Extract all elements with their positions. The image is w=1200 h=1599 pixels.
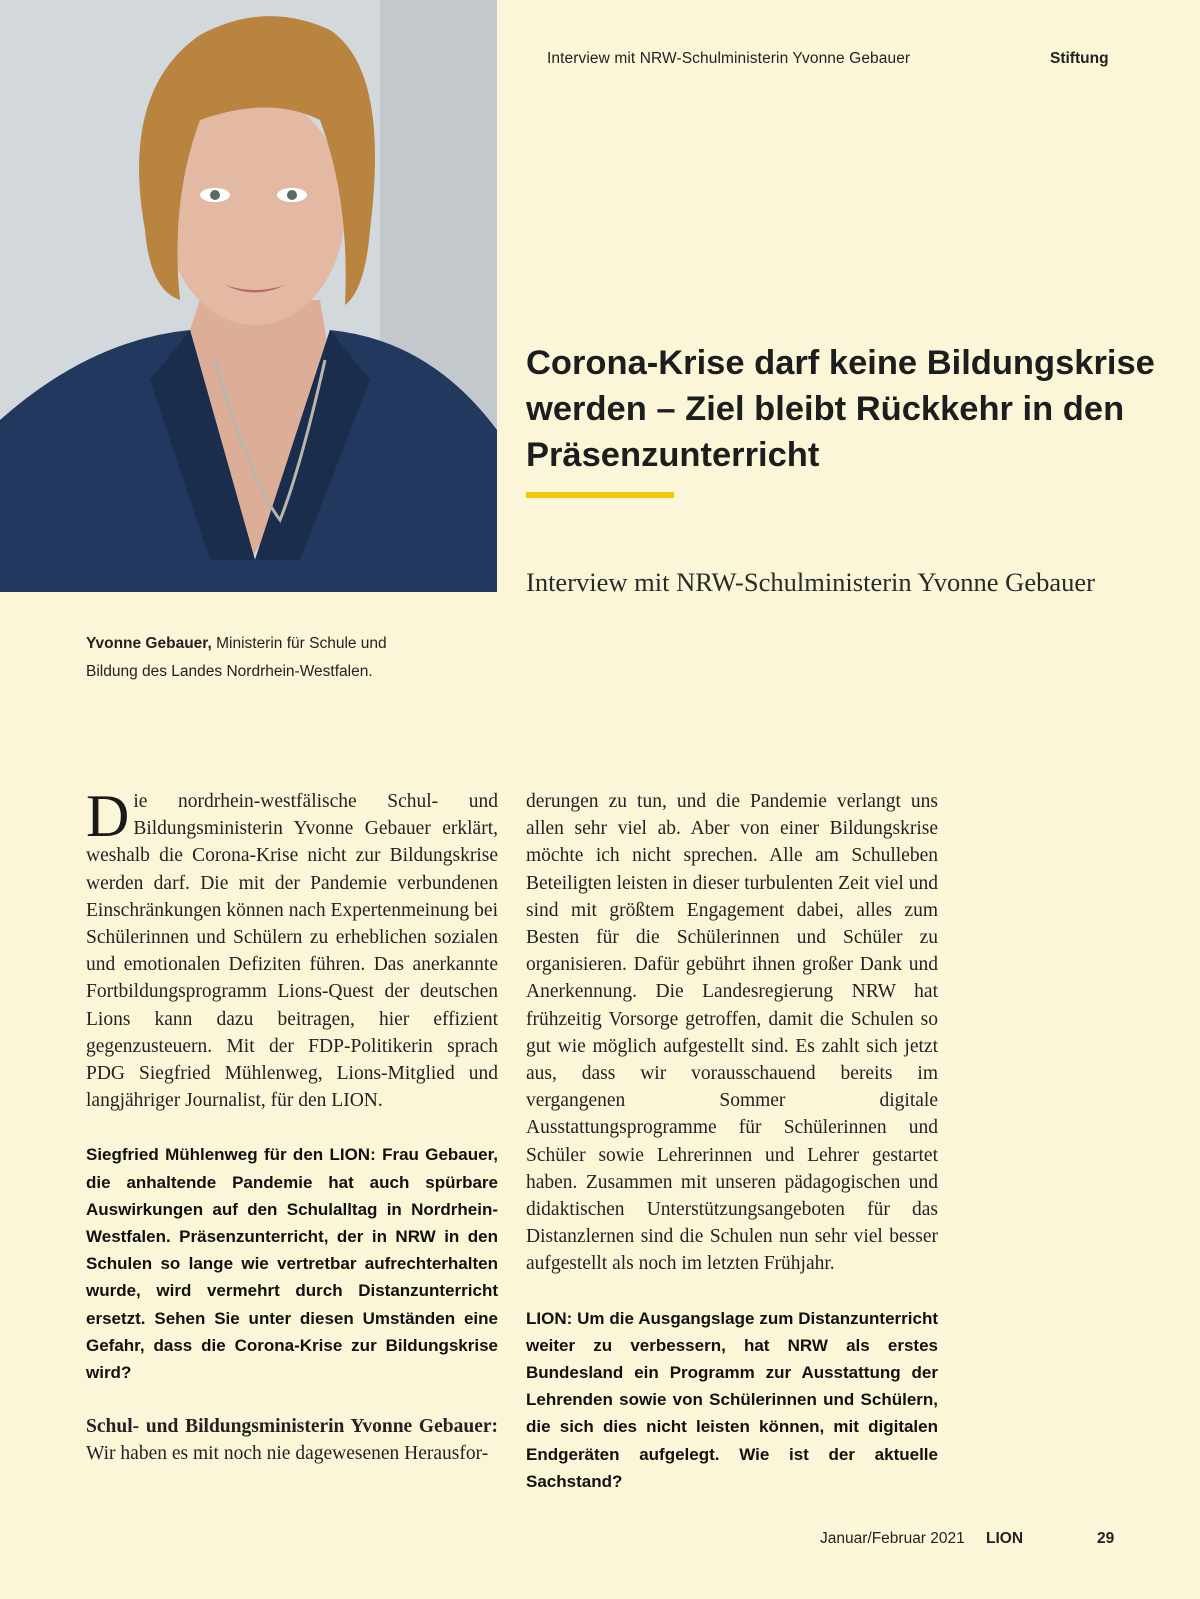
intro-paragraph xyxy=(86,783,498,1114)
portrait-photo xyxy=(0,0,497,592)
portrait-illustration xyxy=(0,0,497,592)
section-label: Stiftung xyxy=(1050,50,1109,67)
answer-1-start xyxy=(86,1413,498,1467)
interview-question-1: Siegfried Mühlenweg für den LION: Frau Gebauer, die anhaltende Pandemie hat auch spürbare Auswirkungen auf den Schulalltag in Nordrhein-Westfalen. Präsenzunterricht, der in NRW in den Schulen so lange wie vertretbar aufrechterhalten wurde, wird vermehrt durch Distanzunterricht ersetzt. Sehen Sie unter diesen Umständen eine Gefahr, dass die Corona-Krise zur Bildungskrise wird? xyxy=(86,1145,498,1383)
text-column-right xyxy=(526,788,938,1495)
text-column-left xyxy=(86,783,498,1468)
answer-1-text: Wir haben es mit noch nie dagewesenen Herausfor- xyxy=(86,1443,489,1465)
intro-text: ie nordrhein-westfälische Schul- und Bildungsministerin Yvonne Gebauer erklärt, weshalb die Corona-Krise nicht zur Bildungskrise werden darf. Die mit der Pandemie verbundenen Einschränkungen können nach Expertenmeinung bei Schülerinnen und Schülern zu erheblichen sozialen und emotionalen Defiziten führen. Das anerkannte Fortbildungsprogramm Lions-Quest der deutschen Lions kann dazu beitragen, hier effizient gegenzusteuern. Mit der FDP-Politikerin sprach PDG Siegfried Mühlenweg, Lions-Mitglied und langjähriger Journalist, für den LION. xyxy=(86,791,498,1112)
dropcap: D xyxy=(86,783,130,849)
article-headline: Corona-Krise darf keine Bildungskrise werden – Ziel bleibt Rückkehr in den Präsenzunterricht xyxy=(526,344,1155,474)
answer-1-continued: derungen zu tun, und die Pandemie verlangt uns allen sehr viel ab. Aber von einer Bildungskrise möchte ich nicht sprechen. Alle am Schulleben Beteiligten leisten in dieser turbulenten Zeit viel und sind mit größtem Engagement dabei, alles zum Besten für die Schülerinnen und Schüler zu organisieren. Dafür gebührt ihnen großer Dank und Anerkennung. Die Landesregierung NRW hat frühzeitig Vorsorge getroffen, damit die Schulen so gut wie möglich aufgestellt sind. Es zahlt sich jetzt aus, dass wir vorausschauend bereits im vergangenen Sommer digitale Ausstattungsprogramme für Schülerinnen und Schüler sowie Lehrerinnen und Lehrer gestartet haben. Zusammen mit unseren pädagogischen und didaktischen Unterstützungsangeboten für das Distanzlernen sind die Schulen nun sehr viel besser aufgestellt als noch im letzten Frühjahr. xyxy=(526,791,938,1275)
article-subtitle: Interview mit NRW-Schulministerin Yvonne Gebauer xyxy=(526,567,1095,597)
photo-caption xyxy=(86,630,436,686)
answer-speaker: Schul- und Bildungsministerin Yvonne Gebauer: xyxy=(86,1416,498,1438)
caption-text: Ministerin für Schule und Bildung des Landes Nordrhein-Westfalen. xyxy=(86,635,387,680)
caption-name: Yvonne Gebauer, xyxy=(86,635,212,652)
interview-question-2: LION: Um die Ausgangslage zum Distanzunterricht weiter zu verbessern, hat NRW als erstes Bundesland ein Programm zur Ausstattung der Lehrenden sowie von Schülerinnen und Schülern, die sich dies nicht leisten können, mit digitalen Endgeräten aufgelegt. Wie ist der aktuelle Sachstand? xyxy=(526,1308,938,1491)
accent-rule xyxy=(526,492,674,498)
running-title: Interview mit NRW-Schulministerin Yvonne Gebauer xyxy=(547,50,911,67)
footer-brand: LION xyxy=(986,1530,1024,1547)
footer-issue: Januar/Februar 2021 xyxy=(820,1530,965,1547)
page-number: 29 xyxy=(1097,1530,1115,1547)
